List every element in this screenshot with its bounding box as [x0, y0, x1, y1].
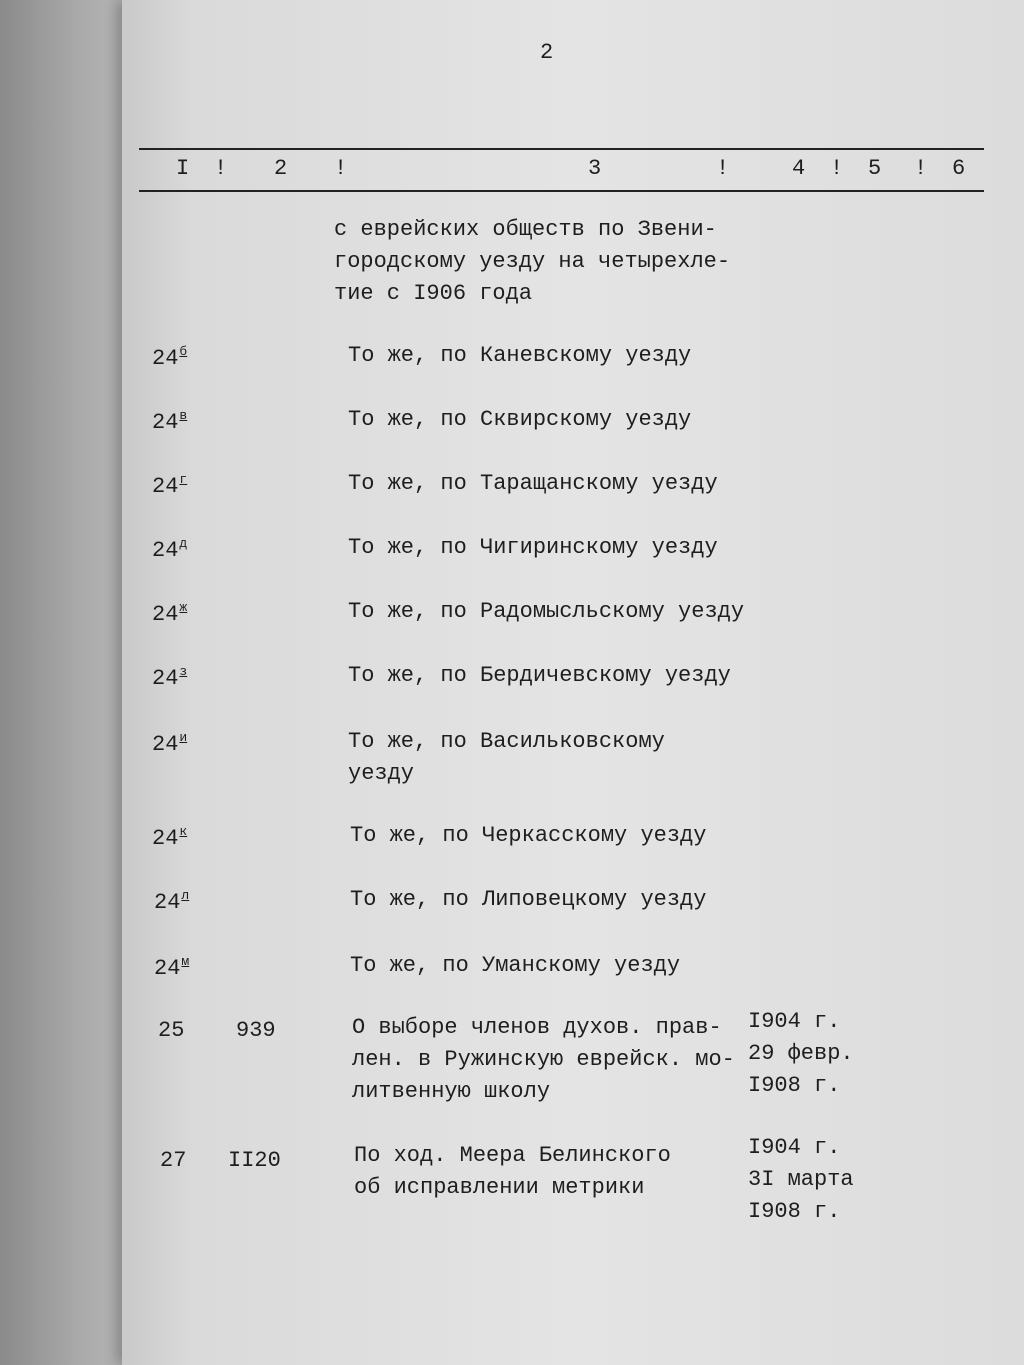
- row-description: То же, по Каневскому уезду: [348, 343, 692, 368]
- row-dates: I904 г. 3I марта I908 г.: [748, 1135, 854, 1224]
- row-description: То же, по Чигиринскому уезду: [348, 535, 718, 560]
- row-description: То же, по Липовецкому уезду: [350, 887, 707, 912]
- row-description: То же, по Бердичевскому уезду: [348, 663, 731, 688]
- row-number-suffix: л: [181, 888, 190, 903]
- header-separator: !: [914, 156, 928, 181]
- row-number-suffix: з: [179, 664, 188, 679]
- row-number: $24^л$: [154, 888, 190, 915]
- row-number: $24^м$: [154, 954, 190, 981]
- archive-number: 939: [236, 1018, 276, 1043]
- row-description: По ход. Меера Белинского об исправлении метрики: [354, 1143, 671, 1200]
- row-number: $24^в$: [152, 408, 188, 435]
- row-dates: I904 г. 29 февр. I908 г.: [748, 1009, 854, 1098]
- underlying-page: [0, 0, 140, 1365]
- header-separator: !: [214, 156, 228, 181]
- row-description: То же, по Черкасскому уезду: [350, 823, 707, 848]
- row-description: То же, по Таращанскому уезду: [348, 471, 718, 496]
- header-col-5: 5: [868, 156, 882, 181]
- header-rule-top: [139, 148, 984, 150]
- row-number: $24^з$: [152, 664, 188, 691]
- row-description: О выборе членов духов. прав- лен. в Ружинскую еврейск. мо- литвенную школу: [352, 1015, 735, 1104]
- row-number: $24^ж$: [152, 600, 188, 627]
- header-col-6: 6: [952, 156, 966, 181]
- header-col-2: 2: [274, 156, 288, 181]
- row-number-suffix: и: [179, 730, 188, 745]
- row-number: $24^г$: [152, 472, 188, 499]
- row-description: То же, по Сквирскому уезду: [348, 407, 692, 432]
- header-col-3: 3: [588, 156, 602, 181]
- row-number: $24^д$: [152, 536, 188, 563]
- row-description: То же, по Радомысльскому уезду: [348, 599, 745, 624]
- header-separator: !: [716, 156, 730, 181]
- row-number-suffix: д: [179, 536, 188, 551]
- row-number-suffix: ж: [179, 600, 188, 615]
- header-rule-bottom: [139, 190, 984, 192]
- page-number: 2: [540, 40, 554, 65]
- row-number-suffix: б: [179, 344, 188, 359]
- row-number-suffix: в: [179, 408, 188, 423]
- header-col-1: I: [176, 156, 190, 181]
- header-separator: !: [830, 156, 844, 181]
- row-number-suffix: м: [181, 954, 190, 969]
- row-description: с еврейских обществ по Звени- городскому уезду на четырехле- тие с I906 года: [334, 217, 731, 306]
- row-description: То же, по Васильковскому уезду: [348, 729, 665, 786]
- header-col-4: 4: [792, 156, 806, 181]
- row-number: $24^и$: [152, 730, 188, 757]
- row-number: $24^к$: [152, 824, 188, 851]
- row-description: То же, по Уманскому уезду: [350, 953, 681, 978]
- header-separator: !: [334, 156, 348, 181]
- row-number-suffix: г: [179, 472, 188, 487]
- row-number-suffix: к: [179, 824, 188, 839]
- row-number: 25: [158, 1018, 185, 1043]
- row-number: $24^б$: [152, 344, 188, 371]
- row-number: 27: [160, 1148, 187, 1173]
- archive-number: II20: [228, 1148, 281, 1173]
